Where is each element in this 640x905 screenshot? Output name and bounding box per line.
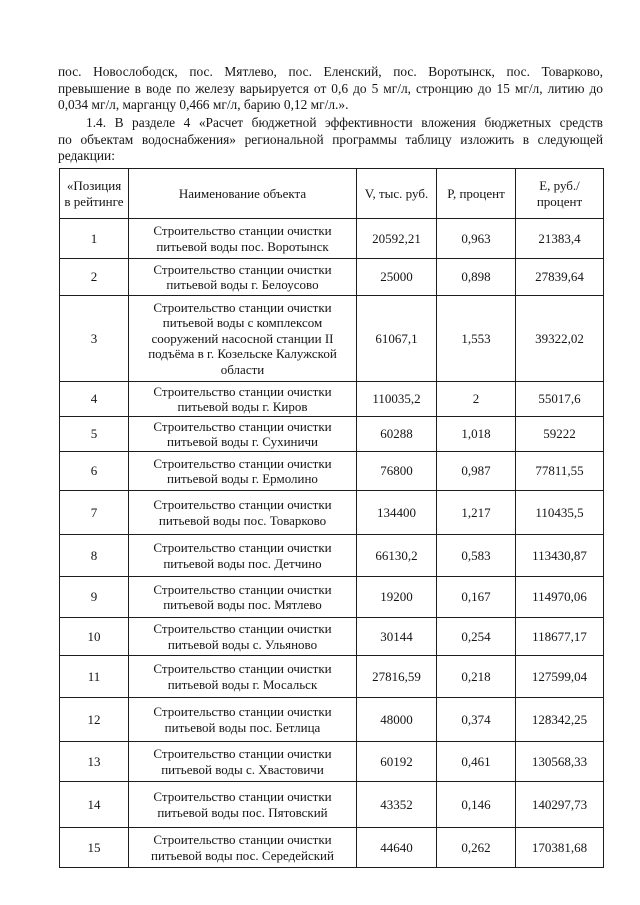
- table-row: [60, 618, 604, 656]
- cell-name: Строительство станции очистки питьевой воды с. Ульяново: [129, 618, 357, 656]
- cell-e: 110435,5: [516, 491, 604, 535]
- table-row: [60, 535, 604, 577]
- table-row: [60, 782, 604, 828]
- cell-p: 1,553: [437, 296, 516, 382]
- intro-line: превышение в воде по железу варьируется от 0,6 до 5 мг/л, стронцию до 15 мг/л, литию до: [58, 80, 603, 96]
- cell-v: 44640: [357, 828, 437, 868]
- cell-name: Строительство станции очистки питьевой воды с комплексом сооружений насосной станции II подъёма в г. Козельске Калужской области: [129, 296, 357, 382]
- cell-v: 134400: [357, 491, 437, 535]
- cell-e: 21383,4: [516, 219, 604, 259]
- cell-p: 0,374: [437, 698, 516, 742]
- cell-p: 0,963: [437, 219, 516, 259]
- cell-v: 66130,2: [357, 535, 437, 577]
- cell-name: Строительство станции очистки питьевой воды г. Белоусово: [129, 259, 357, 296]
- table-row: [60, 742, 604, 782]
- cell-name: Строительство станции очистки питьевой воды пос. Пятовский: [129, 782, 357, 828]
- cell-v: 60288: [357, 417, 437, 452]
- cell-name: Строительство станции очистки питьевой воды пос. Бетлица: [129, 698, 357, 742]
- cell-e: 55017,6: [516, 382, 604, 417]
- cell-e: 128342,25: [516, 698, 604, 742]
- cell-v: 20592,21: [357, 219, 437, 259]
- cell-name: Строительство станции очистки питьевой воды г. Сухиничи: [129, 417, 357, 452]
- cell-p: 0,262: [437, 828, 516, 868]
- cell-name: Строительство станции очистки питьевой воды г. Киров: [129, 382, 357, 417]
- cell-position: 11: [60, 656, 129, 698]
- cell-v: 25000: [357, 259, 437, 296]
- cell-name: Строительство станции очистки питьевой воды г. Ермолино: [129, 452, 357, 491]
- cell-e: 130568,33: [516, 742, 604, 782]
- table-row: [60, 656, 604, 698]
- intro-line: пос. Новослободск, пос. Мятлево, пос. Еленский, пос. Воротынск, пос. Товарково,: [58, 64, 603, 79]
- cell-name: Строительство станции очистки питьевой воды пос. Воротынск: [129, 219, 357, 259]
- cell-e: 140297,73: [516, 782, 604, 828]
- cell-name: Строительство станции очистки питьевой воды пос. Детчино: [129, 535, 357, 577]
- table-row: [60, 219, 604, 259]
- section-line: 1.4. В разделе 4 «Расчет бюджетной эффективности вложения бюджетных средств: [86, 115, 603, 130]
- cell-e: 118677,17: [516, 618, 604, 656]
- cell-e: 170381,68: [516, 828, 604, 868]
- section-paragraph: [58, 115, 603, 165]
- cell-position: 1: [60, 219, 129, 259]
- cell-p: 1,217: [437, 491, 516, 535]
- intro-paragraph: [58, 64, 603, 114]
- cell-p: 0,254: [437, 618, 516, 656]
- cell-name: Строительство станции очистки питьевой воды г. Мосальск: [129, 656, 357, 698]
- table-header-row: [60, 169, 604, 219]
- cell-v: 43352: [357, 782, 437, 828]
- budget-efficiency-table: [59, 168, 604, 868]
- table-row: [60, 382, 604, 417]
- cell-position: 3: [60, 296, 129, 382]
- cell-position: 6: [60, 452, 129, 491]
- cell-v: 60192: [357, 742, 437, 782]
- cell-p: 0,146: [437, 782, 516, 828]
- cell-v: 76800: [357, 452, 437, 491]
- cell-position: 12: [60, 698, 129, 742]
- section-line: редакции:: [58, 148, 115, 164]
- table-row: [60, 698, 604, 742]
- cell-e: 114970,06: [516, 577, 604, 618]
- cell-name: Строительство станции очистки питьевой воды пос. Товарково: [129, 491, 357, 535]
- header-e: E, руб./ процент: [516, 169, 604, 219]
- cell-name: Строительство станции очистки питьевой воды с. Хвастовичи: [129, 742, 357, 782]
- cell-v: 30144: [357, 618, 437, 656]
- header-name: Наименование объекта: [129, 169, 357, 219]
- cell-e: 39322,02: [516, 296, 604, 382]
- cell-position: 10: [60, 618, 129, 656]
- cell-p: 1,018: [437, 417, 516, 452]
- cell-position: 14: [60, 782, 129, 828]
- cell-name: Строительство станции очистки питьевой воды пос. Мятлево: [129, 577, 357, 618]
- table-row: [60, 828, 604, 868]
- cell-p: 0,167: [437, 577, 516, 618]
- cell-e: 113430,87: [516, 535, 604, 577]
- table-row: [60, 296, 604, 382]
- cell-position: 2: [60, 259, 129, 296]
- cell-position: 5: [60, 417, 129, 452]
- cell-position: 13: [60, 742, 129, 782]
- cell-v: 27816,59: [357, 656, 437, 698]
- cell-position: 15: [60, 828, 129, 868]
- cell-position: 9: [60, 577, 129, 618]
- cell-position: 4: [60, 382, 129, 417]
- table-row: [60, 452, 604, 491]
- cell-e: 27839,64: [516, 259, 604, 296]
- cell-position: 8: [60, 535, 129, 577]
- table-row: [60, 577, 604, 618]
- section-line: по объектам водоснабжения» региональной программы таблицу изложить в следующей: [58, 131, 603, 147]
- header-position: «Позиция в рейтинге: [60, 169, 129, 219]
- cell-position: 7: [60, 491, 129, 535]
- cell-e: 127599,04: [516, 656, 604, 698]
- cell-p: 0,218: [437, 656, 516, 698]
- table-row: [60, 417, 604, 452]
- cell-e: 59222: [516, 417, 604, 452]
- cell-name: Строительство станции очистки питьевой воды пос. Середейский: [129, 828, 357, 868]
- intro-line: 0,034 мг/л, марганцу 0,466 мг/л, барию 0,12 мг/л.».: [58, 97, 349, 113]
- table-row: [60, 259, 604, 296]
- cell-p: 0,987: [437, 452, 516, 491]
- cell-e: 77811,55: [516, 452, 604, 491]
- cell-p: 0,461: [437, 742, 516, 782]
- cell-v: 110035,2: [357, 382, 437, 417]
- cell-v: 19200: [357, 577, 437, 618]
- cell-p: 0,583: [437, 535, 516, 577]
- table-row: [60, 491, 604, 535]
- cell-v: 61067,1: [357, 296, 437, 382]
- header-p: P, процент: [437, 169, 516, 219]
- cell-p: 2: [437, 382, 516, 417]
- cell-v: 48000: [357, 698, 437, 742]
- cell-p: 0,898: [437, 259, 516, 296]
- header-v: V, тыс. руб.: [357, 169, 437, 219]
